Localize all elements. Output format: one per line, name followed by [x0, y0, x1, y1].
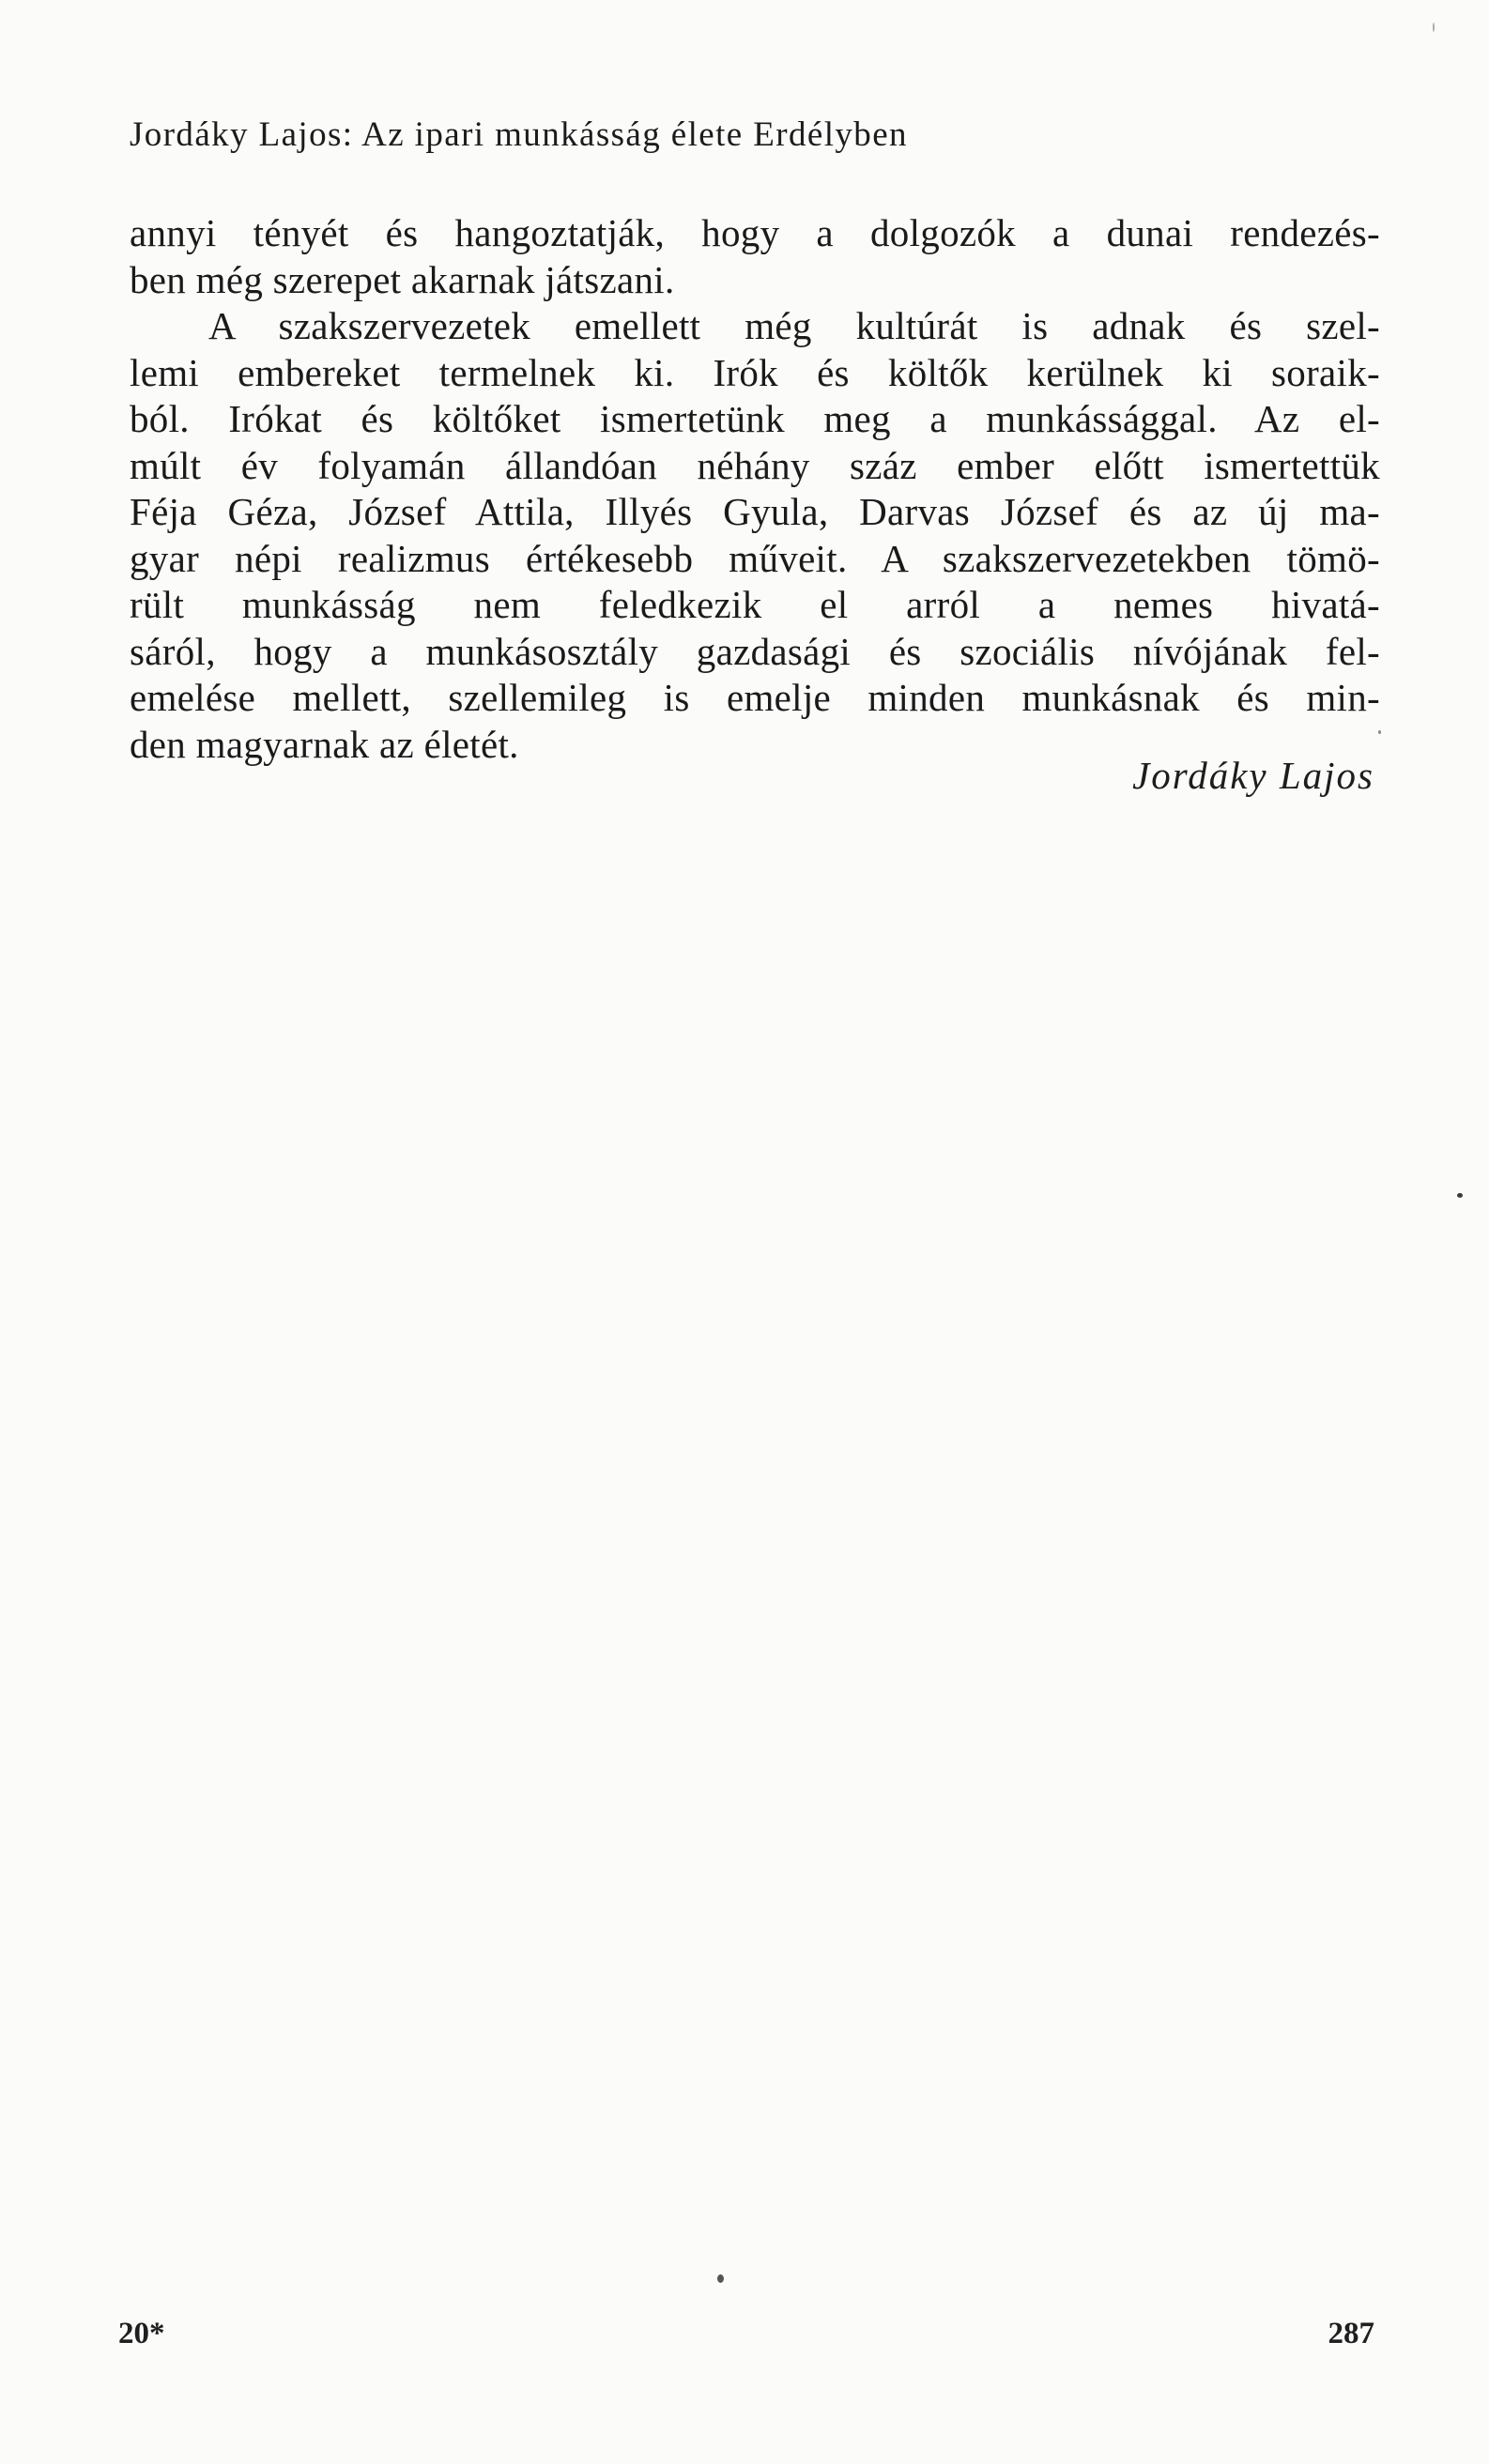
text-line: ben még szerepet akarnak játszani. [130, 257, 675, 301]
author-signature: Jordáky Lajos [1132, 754, 1374, 797]
text-line: lemi embereket termelnek ki. Irók és költők kerülnek ki soraik- [130, 350, 1380, 394]
text-line: Féja Géza, József Attila, Illyés Gyula, Darvas József és az új ma- [130, 490, 1380, 533]
text-line: ból. Irókat és költőket ismertetünk meg a munkássággal. Az el- [130, 397, 1380, 440]
text-line: gyar népi realizmus értékesebb műveit. A szakszervezetekben tömö- [130, 536, 1380, 580]
text-line: emelése mellett, szellemileg is emelje minden munkásnak és min- [130, 676, 1380, 719]
text-line: múlt év folyamán állandóan néhány száz ember előtt ismertettük [130, 443, 1380, 487]
text-line: annyi tényét és hangoztatják, hogy a dolgozók a dunai rendezés- [130, 211, 1380, 254]
body-paragraph [130, 210, 1380, 768]
scan-speck [1457, 1193, 1463, 1198]
text-line: den magyarnak az életét. [130, 722, 519, 766]
scan-speck [1378, 730, 1381, 734]
running-head: Jordáky Lajos: Az ipari munkásság élete Erdélyben [130, 115, 908, 154]
scan-speck [717, 2274, 724, 2283]
text-line: A szakszervezetek emellett még kultúrát is adnak és szel- [208, 304, 1380, 347]
signature-mark: 20* [118, 2317, 165, 2350]
scan-speck [1433, 23, 1435, 32]
text-line: sáról, hogy a munkásosztály gazdasági és szociális nívójának fel- [130, 629, 1380, 673]
page-number: 287 [1328, 2317, 1374, 2350]
text-line: rült munkásság nem feledkezik el arról a nemes hivatá- [130, 583, 1380, 626]
